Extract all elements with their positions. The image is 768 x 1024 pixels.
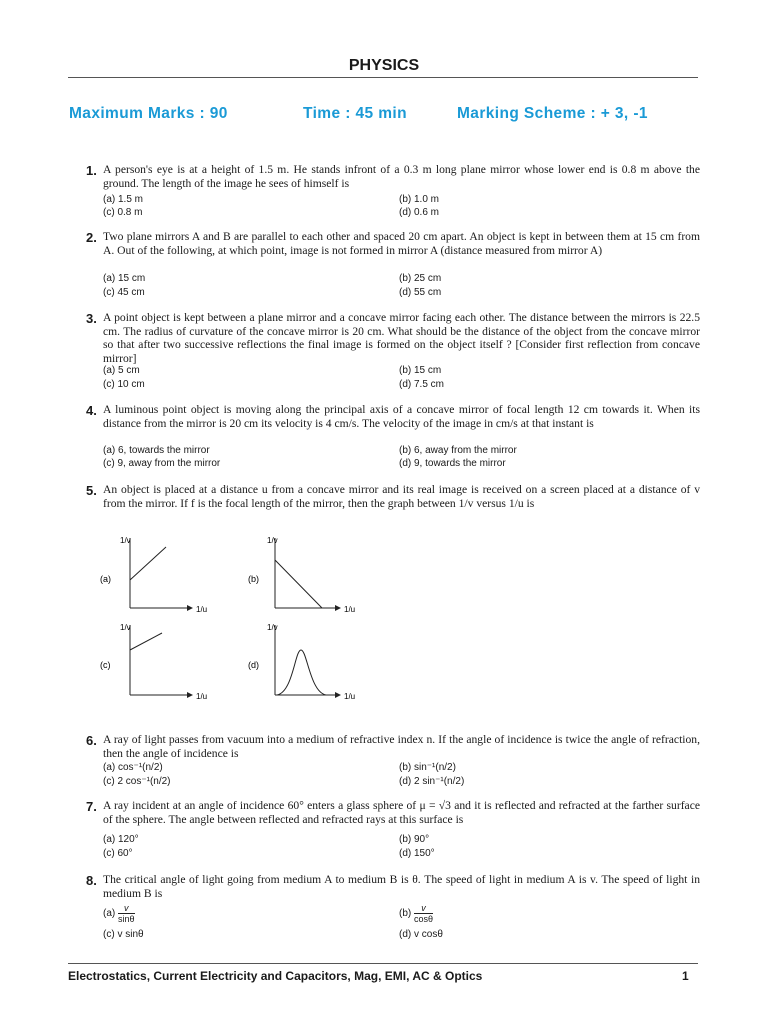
option[interactable]: (c) 2 cos⁻¹(n/2) (103, 776, 171, 787)
option[interactable]: (d) 7.5 cm (399, 379, 445, 390)
question-text: A point object is kept between a plane mirror and a concave mirror facing each other. The distance between the mirrors is 22.5 cm. The radius of curvature of the concave mirror is 20 cm. What should be the distance of the object from the concave mirror so that after two successive reflections the final image is formed on the object itself ? [Consider first reflection from concave mirror] (103, 311, 700, 365)
denominator: cosθ (414, 914, 434, 924)
option-label: (d) (248, 660, 259, 670)
graph-options (90, 530, 390, 710)
option[interactable]: (b) 6, away from the mirror (399, 445, 517, 456)
question-1 (88, 163, 700, 190)
max-marks: Maximum Marks : 90 (69, 105, 228, 122)
denominator: sinθ (118, 914, 135, 924)
fraction (414, 903, 433, 924)
question-text: Two plane mirrors A and B are parallel to each other and spaced 20 cm apart. An object is kept in between them at 15 cm from A. Out of the following, at which point, image is not formed in mirror A (distance measured from mirror A) (103, 230, 700, 257)
question-number: 1. (86, 163, 97, 178)
page-number: 1 (682, 969, 689, 983)
x-axis-label: 1/u (344, 605, 356, 614)
numerator: v (414, 903, 433, 914)
option-label: (b) (248, 574, 259, 584)
time-limit: Time : 45 min (303, 105, 407, 122)
option[interactable]: (a) 1.5 m (103, 194, 144, 205)
footer-text: Electrostatics, Current Electricity and Capacitors, Mag, EMI, AC & Optics (68, 969, 483, 983)
question-number: 4. (86, 403, 97, 418)
question-text: A ray incident at an angle of incidence 60° enters a glass sphere of μ = √3 and it is reflected and refracted at the farther surface of the sphere. The angle between reflected and refracted rays at this surface is (103, 799, 700, 826)
question-number: 3. (86, 311, 97, 326)
option[interactable]: (a) 15 cm (103, 273, 146, 284)
option-label: (a) (100, 574, 111, 584)
option[interactable]: (d) 55 cm (399, 287, 442, 298)
page-title: PHYSICS (348, 57, 420, 74)
x-axis-label: 1/u (196, 692, 208, 701)
question-number: 6. (86, 733, 97, 748)
question-text: A person's eye is at a height of 1.5 m. He stands infront of a 0.3 m long plane mirror whose lower end is 0.8 m above the ground. The length of the image he sees of himself is (103, 163, 700, 190)
option[interactable]: (d) 9, towards the mirror (399, 458, 506, 469)
question-text: A luminous point object is moving along the principal axis of a concave mirror of focal length 12 cm towards it. When its distance from the mirror is 20 cm its velocity is 4 cm/s. The velocity of the image in cm/s at that instant is (103, 403, 700, 430)
question-4 (88, 403, 700, 430)
option[interactable]: (a) 6, towards the mirror (103, 445, 210, 456)
option[interactable]: (b) 15 cm (399, 365, 442, 376)
option[interactable]: (d) 2 sin⁻¹(n/2) (399, 776, 465, 787)
option-label: (a) (103, 908, 116, 920)
option[interactable]: (c) 0.8 m (103, 207, 143, 218)
option-label: (c) (100, 660, 111, 670)
question-6 (88, 733, 700, 760)
question-number: 5. (86, 483, 97, 498)
option[interactable]: (c) 9, away from the mirror (103, 458, 221, 469)
x-axis-label: 1/u (196, 605, 208, 614)
option[interactable]: (a) 5 cm (103, 365, 140, 376)
question-text: A ray of light passes from vacuum into a medium of refractive index n. If the angle of incidence is twice the angle of refraction, then the angle of incidence is (103, 733, 700, 760)
title-rule (68, 77, 698, 78)
option[interactable]: (d) 150° (399, 848, 435, 859)
y-axis-label: 1/v (267, 623, 278, 632)
marking-scheme: Marking Scheme : + 3, -1 (457, 105, 648, 122)
option[interactable]: (b) sin⁻¹(n/2) (399, 762, 456, 773)
fraction (118, 903, 135, 924)
question-text: An object is placed at a distance u from a concave mirror and its real image is received on a screen placed at a distance of v from the mirror. If f is the focal length of the mirror, then the graph between 1/v versus 1/u is (103, 483, 700, 510)
option[interactable]: (d) 0.6 m (399, 207, 440, 218)
graph-a[interactable] (100, 536, 207, 614)
question-number: 7. (86, 799, 97, 814)
graph-c[interactable] (100, 623, 207, 701)
y-axis-label: 1/v (267, 536, 278, 545)
question-7 (88, 799, 700, 826)
option[interactable] (103, 903, 135, 924)
question-number: 2. (86, 230, 97, 245)
y-axis-label: 1/v (120, 623, 131, 632)
option[interactable] (399, 903, 433, 924)
question-3 (88, 311, 700, 365)
option[interactable]: (c) v sinθ (103, 929, 144, 940)
y-axis-label: 1/v (120, 536, 131, 545)
graph-d[interactable] (248, 623, 355, 701)
footer-rule (68, 963, 698, 964)
option[interactable]: (c) 45 cm (103, 287, 145, 298)
option[interactable]: (d) v cosθ (399, 929, 443, 940)
question-2 (88, 230, 700, 257)
question-number: 8. (86, 873, 97, 888)
option[interactable]: (b) 1.0 m (399, 194, 440, 205)
question-text: The critical angle of light going from medium A to medium B is θ. The speed of light in medium A is v. The speed of light in medium B is (103, 873, 700, 900)
option-label: (b) (399, 908, 412, 920)
option[interactable]: (c) 10 cm (103, 379, 145, 390)
question-5 (88, 483, 700, 510)
numerator: v (118, 903, 135, 914)
option[interactable]: (c) 60° (103, 848, 133, 859)
x-axis-label: 1/u (344, 692, 356, 701)
option[interactable]: (a) 120° (103, 834, 139, 845)
option[interactable]: (b) 25 cm (399, 273, 442, 284)
option[interactable]: (a) cos⁻¹(n/2) (103, 762, 163, 773)
graph-b[interactable] (248, 536, 355, 614)
question-8 (88, 873, 700, 900)
option[interactable]: (b) 90° (399, 834, 430, 845)
